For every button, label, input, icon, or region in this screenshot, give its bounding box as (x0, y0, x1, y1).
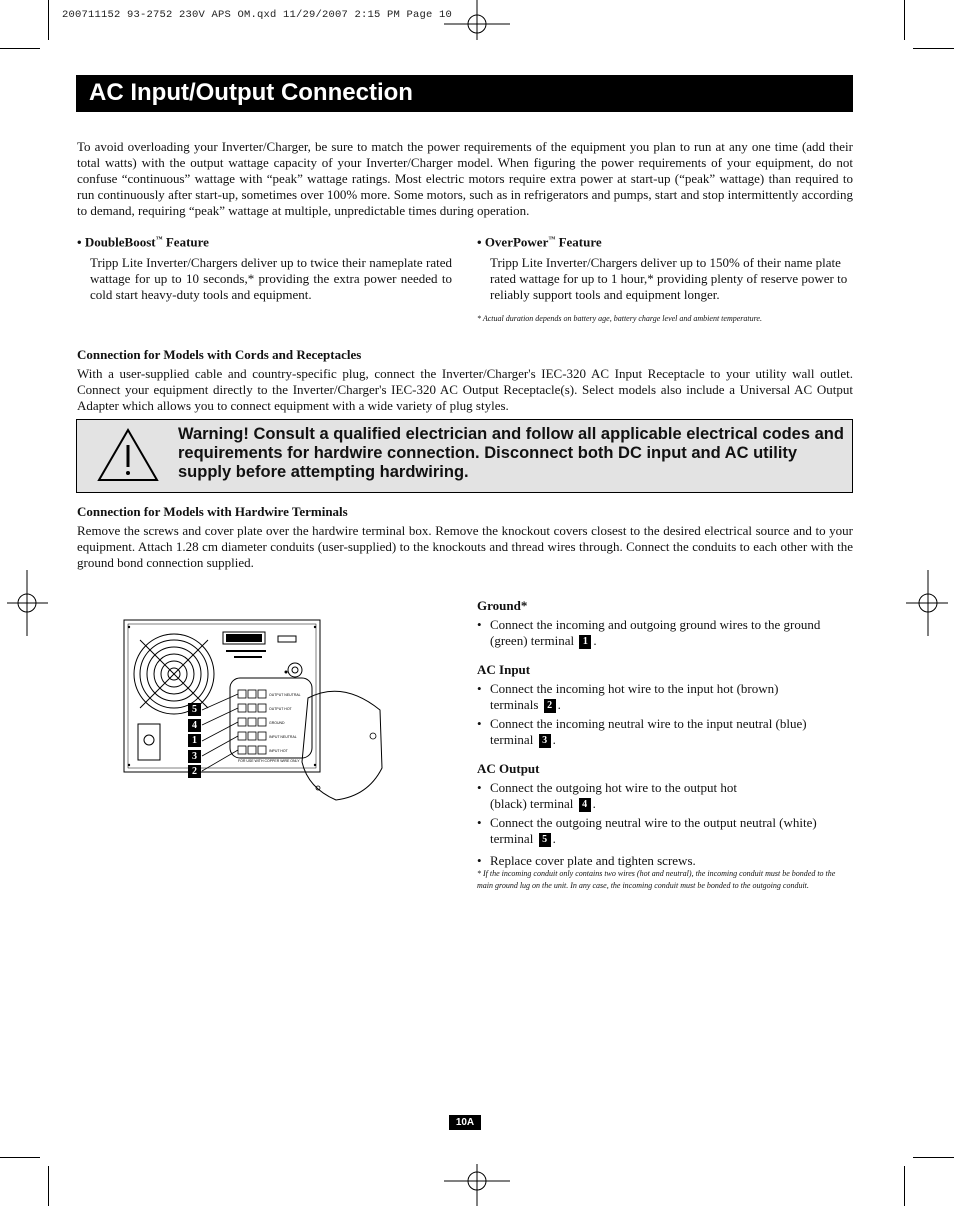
diagram-label-5: 5 (188, 703, 201, 716)
page-number: 10A (449, 1115, 481, 1130)
overpower-text: Tripp Lite Inverter/Chargers deliver up to 150% of their name plate rated wattage for up to 1 hour,* providing plenty of reserve power to reliably support tools and equipment longer. (490, 255, 848, 303)
page-title: AC Input/Output Connection (89, 79, 413, 106)
doubleboost-text: Tripp Lite Inverter/Chargers deliver up to twice their nameplate rated wattage for up to 10 seconds,* providing the extra power needed to cold start heavy-duty tools and equipment. (90, 255, 452, 303)
doubleboost-heading: • DoubleBoost™ Feature (77, 234, 209, 250)
terminal-label-input-hot: INPUT HOT (269, 749, 288, 753)
warning-box (76, 419, 853, 493)
cords-heading: Connection for Models with Cords and Receptacles (77, 347, 362, 362)
ground-footnote: * If the incoming conduit only contains two wires (hot and neutral), the incoming conduit must be bonded to the main ground lug on the unit. In any case, the incoming conduit must be bonded to the outgoing conduit. (477, 869, 836, 890)
overpower-heading: • OverPower™ Feature (477, 234, 602, 250)
terminal-number-badge: 5 (539, 833, 551, 847)
inverter-panel-illustration (118, 612, 418, 802)
terminal-number-badge: 4 (579, 798, 591, 812)
section-title-bar (76, 75, 853, 112)
doubleboost-feature (77, 231, 452, 303)
hardwire-heading: Connection for Models with Hardwire Terminals (77, 504, 348, 519)
ac-input-step-2: • Connect the incoming neutral wire to the input neutral (blue) terminal 3 . (477, 716, 853, 748)
terminal-label-input-neutral: INPUT NEUTRAL (269, 735, 297, 739)
warning-text: Warning! Consult a qualified electrician and follow all applicable electrical codes and requirements for hardwire connection. Disconnect both DC input and AC utility supply before attempting hardwiring. (178, 425, 844, 481)
ac-input-step-1: • Connect the incoming hot wire to the input hot (brown) terminals 2 . (477, 681, 780, 713)
ac-input-heading: AC Input (477, 662, 531, 678)
terminal-label-output-hot: OUTPUT HOT (269, 707, 292, 711)
hardwire-terminal-diagram (118, 612, 418, 802)
ac-output-heading: AC Output (477, 761, 540, 777)
hardwire-text: Remove the screws and cover plate over the hardwire terminal box. Remove the knockout covers closest to the desired electrical source and to your equipment. Attach 1.28 cm diameter conduits (user-supplied) to the knockouts and thread wires through. Connect the conduits to each other with the ground bond connection supplied. (77, 523, 853, 570)
intro-paragraph: To avoid overloading your Inverter/Charger, be sure to match the power requirements of the equipment you plan to run at any one time (add their total watts) with the output wattage capacity of your Inverter/Charger model. When figuring the power requirements of your equipment, do not confuse “continuous” wattage with “peak” wattage ratings. Most electric motors require extra power at start-up (“peak” wattage) than required to run continuously after start-up, sometimes over 100% more. Some motors, such as in refrigerators and pumps, start and stop intermittently according to demand, requiring “peak” wattage at multiple, unpredictable times during operation. (77, 139, 853, 218)
terminal-number-badge: 1 (579, 635, 591, 649)
terminal-number-badge: 3 (539, 734, 551, 748)
hardwire-instructions (477, 598, 853, 869)
diagram-label-4: 4 (188, 719, 201, 732)
file-slug-line: 200711152 93-2752 230V APS OM.qxd 11/29/2007 2:15 PM Page 10 (62, 9, 453, 21)
ground-step-1: • Connect the incoming and outgoing ground wires to the ground (green) terminal 1 . (477, 617, 853, 649)
warning-triangle-icon (97, 428, 159, 482)
terminal-label-output-neutral: OUTPUT NEUTRAL (269, 693, 301, 697)
terminal-footer-label: FOR USE WITH COPPER WIRE ONLY (238, 759, 300, 763)
ac-output-step-1: • Connect the outgoing hot wire to the output hot (black) terminal 4 . (477, 780, 770, 812)
diagram-label-2: 2 (188, 765, 201, 778)
ground-heading: Ground* (477, 598, 528, 613)
cords-text: With a user-supplied cable and country-specific plug, connect the Inverter/Charger's IEC-320 AC Input Receptacle to your utility wall outlet. Connect your equipment directly to the Inverter/Charger's IEC-320 AC Output Receptacle(s). Select models also include a Universal AC Output Adapter which allows you to connect equipment with a wide variety of plug styles. (77, 366, 853, 413)
diagram-label-1: 1 (188, 734, 201, 747)
terminal-label-ground: GROUND (269, 721, 285, 725)
overpower-feature (477, 231, 853, 303)
diagram-label-3: 3 (188, 750, 201, 763)
feature-footnote: * Actual duration depends on battery age, battery charge level and ambient temperature. (477, 314, 762, 323)
final-step: • Replace cover plate and tighten screws. (477, 853, 853, 869)
terminal-number-badge: 2 (544, 699, 556, 713)
ac-output-step-2: • Connect the outgoing neutral wire to the output neutral (white) terminal 5 . (477, 815, 853, 847)
